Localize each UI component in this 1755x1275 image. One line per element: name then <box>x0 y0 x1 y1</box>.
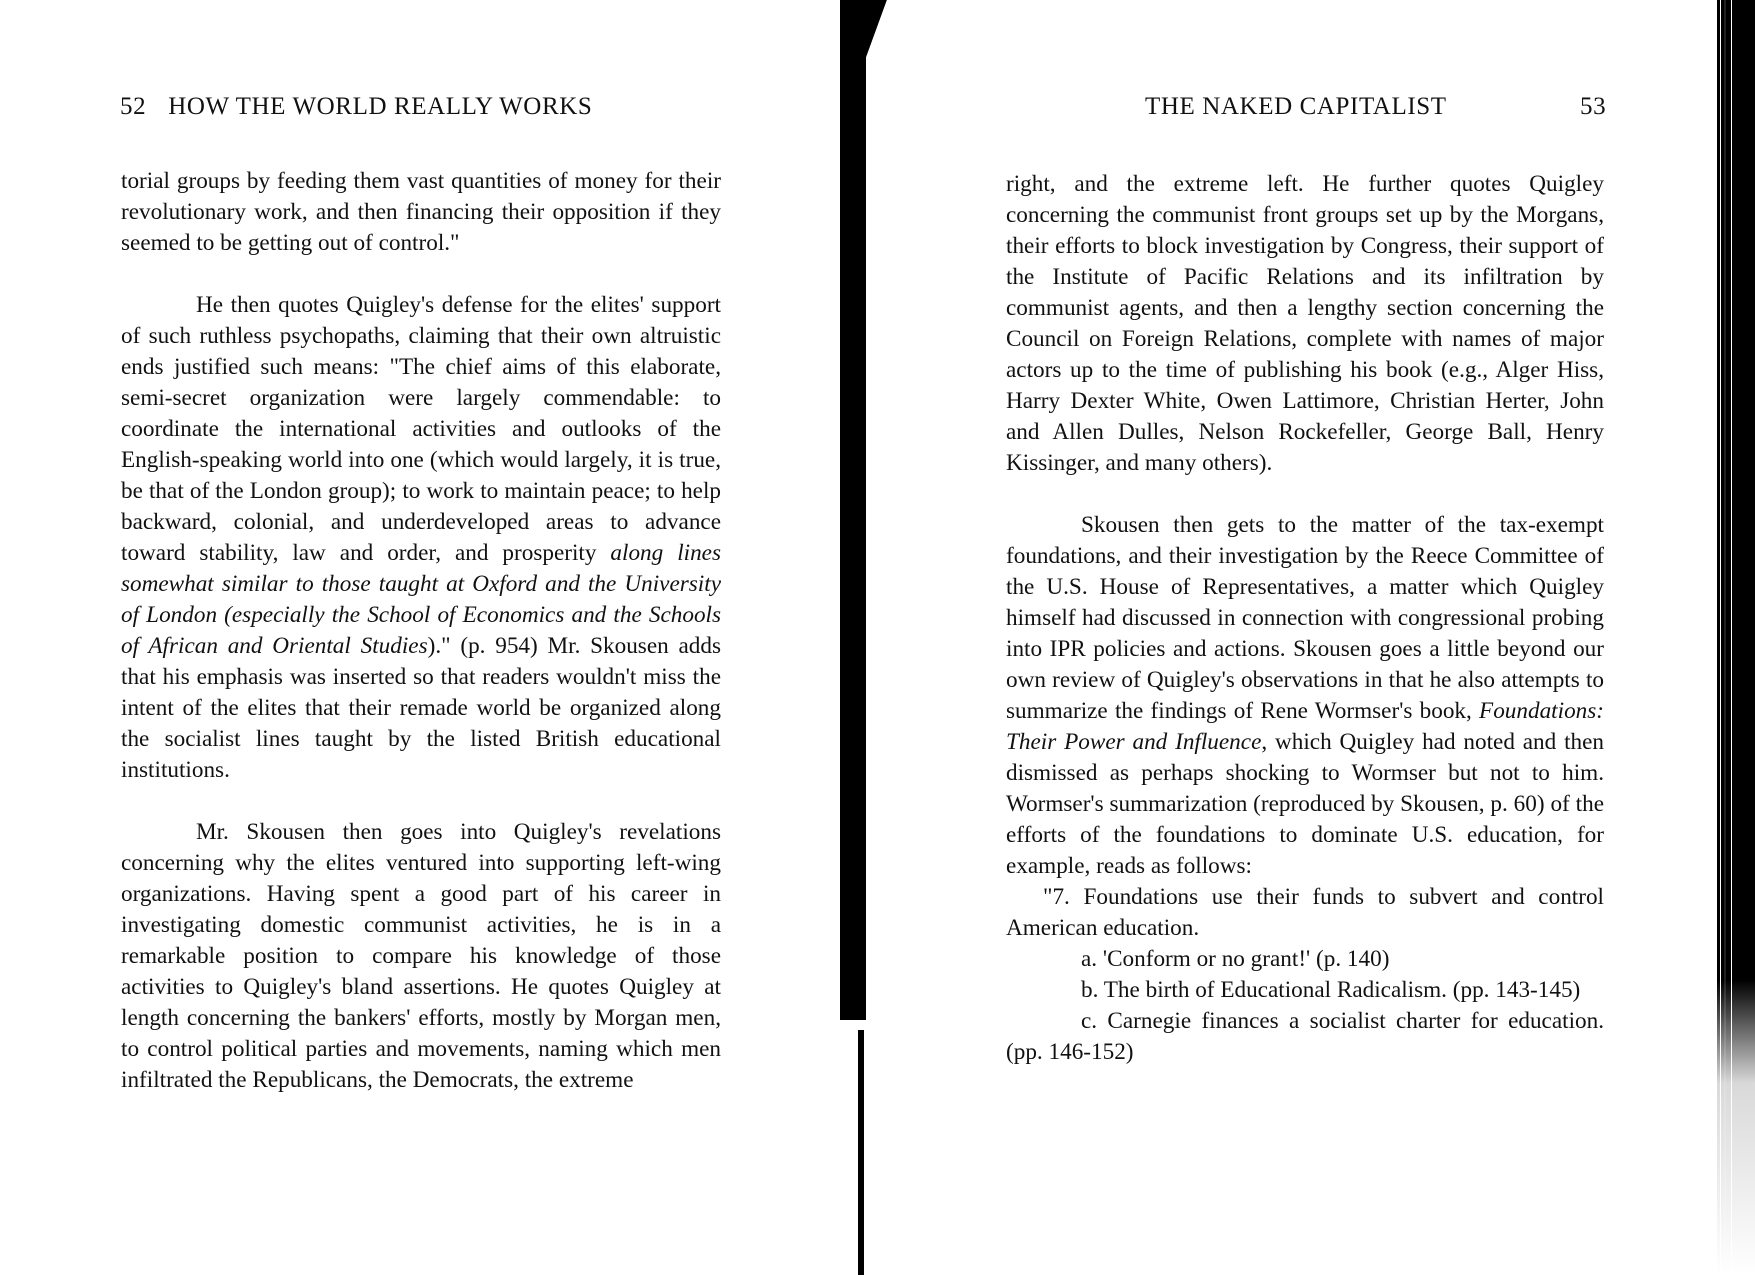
block-quote-subitem-b: b. The birth of Educational Radicalism. (pp. 143-145) <box>1081 977 1581 1003</box>
block-quote-subitem-a: a. 'Conform or no grant!' (p. 140) <box>1081 946 1390 972</box>
left-paragraph-2-emphasis: along lines somewhat similar to those taught at Oxford and the University of London (especially the School of Economics and the Schools of African and Oriental Studies <box>121 540 721 659</box>
block-quote-item-7: "7. Foundations use their funds to subvert and control American education. <box>1006 884 1604 941</box>
right-page-body <box>1006 169 1604 1068</box>
right-paragraph-2-text-end: , which Quigley had noted and then dismissed as perhaps shocking to Wormser but not to him. Wormser's summarization (reproduced by Skousen, p. 60) of the efforts of the foundations to dominate U.S. education, for example, reads as follows: <box>1006 729 1604 879</box>
right-paragraph-2 <box>1006 510 1604 882</box>
right-page-number: 53 <box>1580 93 1607 120</box>
left-paragraph-2-text-end: )." (p. 954) Mr. Skousen adds that his emphasis was inserted so that readers wouldn't miss the intent of the elites that their remade world be organized along the socialist lines taught by the listed British educational institutions. <box>121 633 721 783</box>
page-edge-fade <box>1717 980 1755 1275</box>
book-title: Foundations: Their Power and Influence <box>1006 698 1604 755</box>
left-paragraph-1: torial groups by feeding them vast quantities of money for their revolutionary work, and then financing their opposition if they seemed to be getting out of control." <box>121 168 721 256</box>
left-page-body <box>121 166 721 1096</box>
left-paragraph-2-text: He then quotes Quigley's defense for the elites' support of such ruthless psychopaths, claiming that their own altruistic ends justified such means: "The chief aims of this elaborate, semi-secret organization were largely commendable: to coordinate the international activities and outlooks of the English-speaking world into one (which would largely, it is true, be that of the London group); to work to maintain peace; to help backward, colonial, and underdeveloped areas to advance toward stability, law and order, and prosperity <box>121 292 721 566</box>
right-running-header <box>1145 93 1607 121</box>
right-running-head-title: THE NAKED CAPITALIST <box>1145 93 1447 120</box>
left-page-number: 52 <box>120 93 147 120</box>
block-quote-subitem-c: c. Carnegie finances a socialist charter for education. (pp. 146-152) <box>1006 1008 1604 1065</box>
gutter-thin-line <box>858 1030 864 1275</box>
left-running-head-title: HOW THE WORLD REALLY WORKS <box>168 93 593 120</box>
left-paragraph-2 <box>121 290 721 786</box>
gutter-curl-shadow <box>866 0 890 60</box>
right-paragraph-1: right, and the extreme left. He further quotes Quigley concerning the communist front groups set up by the Morgans, their efforts to block investigation by Congress, their support of the Institute of Pacific Relations and its infiltration by communist agents, and then a lengthy section concerning the Council on Foreign Relations, complete with names of major actors up to the time of publishing his book (e.g., Alger Hiss, Harry Dexter White, Owen Lattimore, Christian Herter, John and Allen Dulles, Nelson Rockefeller, George Ball, Henry Kissinger, and many others). <box>1006 171 1604 476</box>
right-paragraph-2-text: Skousen then gets to the matter of the tax-exempt foundations, and their investigation by the Reece Committee of the U.S. House of Representatives, a matter which Quigley himself had discussed in connection with congressional probing into IPR policies and actions. Skousen goes a little beyond our own review of Quigley's observations in that he also attempts to summarize the findings of Rene Wormser's book, <box>1006 512 1604 724</box>
left-paragraph-3: Mr. Skousen then goes into Quigley's revelations concerning why the elites ventured into supporting left-wing organizations. Having spent a good part of his career in investigating domestic communist activities, he is in a remarkable position to compare his knowledge of those activities to Quigley's bland assertions. He quotes Quigley at length concerning the bankers' efforts, mostly by Morgan men, to control political parties and movements, naming which men infiltrated the Republicans, the Democrats, the extreme <box>121 819 721 1093</box>
left-running-header <box>120 93 592 121</box>
